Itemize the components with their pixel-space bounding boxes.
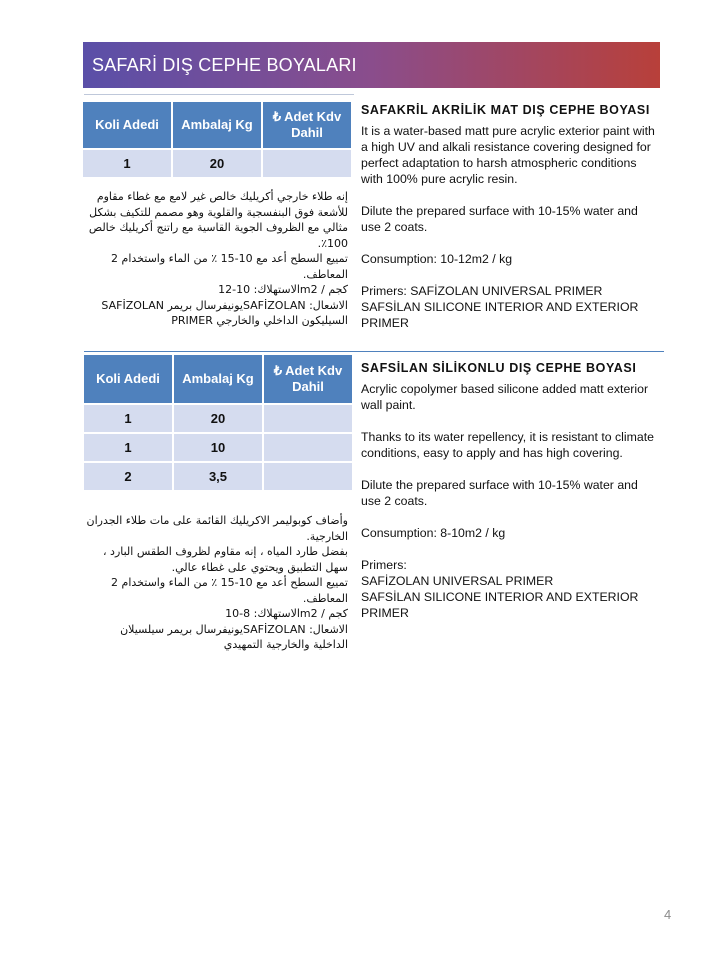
product-paragraph: It is a water-based matt pure acrylic exterior paint with a high UV and alkali resistance covering designed for perfect adaptation to harsh atmospheric conditions with 100% pure acrylic resin. <box>361 124 655 186</box>
table-row <box>84 405 352 432</box>
cell-koli: 1 <box>83 150 171 177</box>
page-header-bar <box>83 42 660 88</box>
arabic-paragraph: الاشعال: SAFİZOLANيونيفرسال بريمر سيلسيلان الداخلية والخارجية التمهيدي <box>120 622 348 651</box>
column-header-ambalaj: Ambalaj Kg <box>174 355 262 403</box>
column-header-price: ₺ Adet Kdv Dahil <box>263 102 351 148</box>
product-description-safsilan <box>361 361 661 621</box>
arabic-paragraph: تمييع السطح أعد مع 10-15 ٪ من الماء واستخدام 2 المعاطف. <box>111 252 348 281</box>
product-description-safakril <box>361 103 661 331</box>
arabic-paragraph: بفضل طارد المياه ، إنه مقاوم لظروف الطقس البارد ، سهل التطبيق ويحتوي على غطاء عالي. <box>103 545 348 574</box>
arabic-paragraph: كجم / m2الاستهلاك: 8-10 <box>225 607 348 620</box>
table-header-row <box>84 355 352 403</box>
arabic-paragraph: الاشعال: SAFİZOLANيونيفرسال بريمر SAFİZOLAN السيليكون الداخلي والخارجي PRIMER <box>101 298 348 327</box>
table-header-row <box>83 102 351 148</box>
arabic-description-safsilan <box>86 513 348 653</box>
product-paragraph: Thanks to its water repellency, it is resistant to climate conditions, easy to apply and has high covering. <box>361 430 654 460</box>
product-paragraph: Dilute the prepared surface with 10-15% water and use 2 coats. <box>361 478 638 508</box>
cell-price <box>264 463 352 490</box>
product-primers: Primers: SAFİZOLAN UNIVERSAL PRIMER SAFSİLAN SILICONE INTERIOR AND EXTERIOR PRIMER <box>361 284 639 330</box>
product-consumption: Consumption: 8-10m2 / kg <box>361 526 506 540</box>
table-row <box>83 150 351 177</box>
page-title: SAFARİ DIŞ CEPHE BOYALARI <box>92 54 357 75</box>
header-underline <box>84 94 354 95</box>
cell-price <box>264 434 352 461</box>
cell-koli: 1 <box>84 405 172 432</box>
product-primers: Primers: SAFİZOLAN UNIVERSAL PRIMER SAFSİLAN SILICONE INTERIOR AND EXTERIOR PRIMER <box>361 558 639 620</box>
arabic-paragraph: إنه طلاء خارجي أكريليك خالص غير لامع مع غطاء مقاوم للأشعة فوق البنفسجية والقلوية وهو مصمم للتكيف بشكل مثالي مع الظروف الجوية القاسية مع راتنج أكريليك خالص 100٪. <box>88 190 348 250</box>
arabic-paragraph: تمييع السطح أعد مع 10-15 ٪ من الماء واستخدام 2 المعاطف. <box>111 576 348 605</box>
price-table-safsilan <box>82 353 354 492</box>
cell-ambalaj: 10 <box>174 434 262 461</box>
cell-price <box>264 405 352 432</box>
price-table-safakril <box>81 100 353 179</box>
cell-ambalaj: 20 <box>174 405 262 432</box>
page-number: 4 <box>664 907 672 922</box>
cell-koli: 1 <box>84 434 172 461</box>
table-row <box>84 434 352 461</box>
column-header-koli: Koli Adedi <box>83 102 171 148</box>
cell-ambalaj: 3,5 <box>174 463 262 490</box>
column-header-price: ₺ Adet Kdv Dahil <box>264 355 352 403</box>
column-header-ambalaj: Ambalaj Kg <box>173 102 261 148</box>
product-consumption: Consumption: 10-12m2 / kg <box>361 252 513 266</box>
product-paragraph: Dilute the prepared surface with 10-15% water and use 2 coats. <box>361 204 638 234</box>
product-paragraph: Acrylic copolymer based silicone added matt exterior wall paint. <box>361 382 649 412</box>
section-divider <box>84 351 664 352</box>
product-title: SAFAKRİL AKRİLİK MAT DIŞ CEPHE BOYASI <box>361 103 650 117</box>
cell-price <box>263 150 351 177</box>
product-title: SAFSİLAN SİLİKONLU DIŞ CEPHE BOYASI <box>361 361 637 375</box>
arabic-paragraph: وأضاف كوبوليمر الاكريليك القائمة على مات طلاء الجدران الخارجية. <box>86 514 348 543</box>
cell-koli: 2 <box>84 463 172 490</box>
arabic-paragraph: كجم / m2الاستهلاك: 10-12 <box>218 283 348 296</box>
arabic-description-safakril <box>86 189 348 329</box>
table-row <box>84 463 352 490</box>
column-header-koli: Koli Adedi <box>84 355 172 403</box>
cell-ambalaj: 20 <box>173 150 261 177</box>
